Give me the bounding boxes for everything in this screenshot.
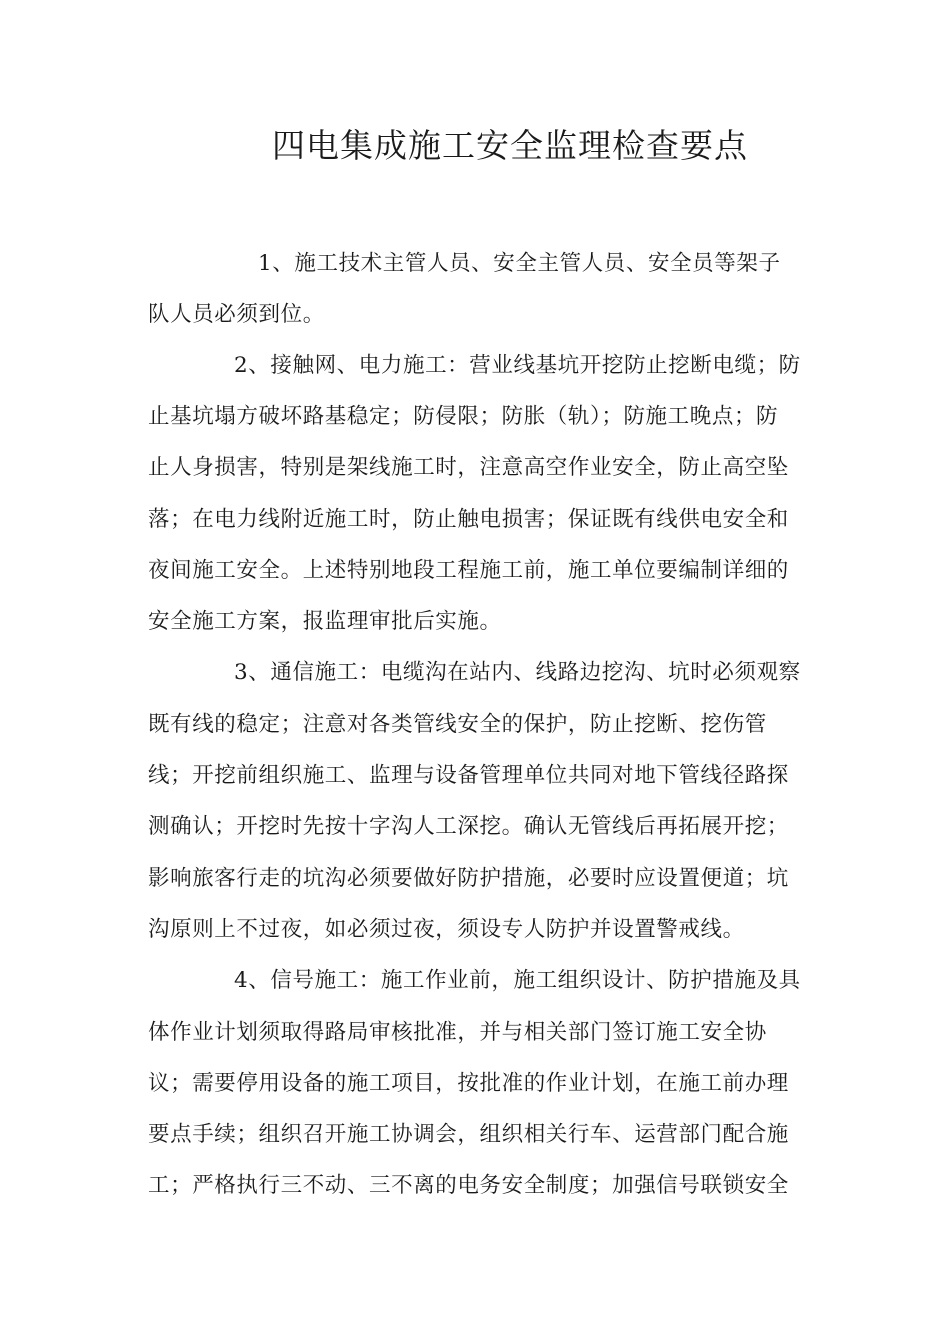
paragraph-3-line-3: 线；开挖前组织施工、监理与设备管理单位共同对地下管线径路探 — [148, 763, 789, 788]
paragraph-2-line-6: 安全施工方案，报监理审批后实施。 — [148, 609, 502, 634]
paragraph-3-line-4: 测确认；开挖时先按十字沟人工深挖。确认无管线后再拓展开挖； — [148, 814, 789, 839]
paragraph-3-line-6: 沟原则上不过夜，如必须过夜，须设专人防护并设置警戒线。 — [148, 917, 745, 942]
paragraph-4-line-5: 工；严格执行三不动、三不离的电务安全制度；加强信号联锁安全 — [148, 1173, 789, 1198]
paragraph-2-line-4: 落；在电力线附近施工时，防止触电损害；保证既有线供电安全和 — [148, 507, 789, 532]
paragraph-3-line-5: 影响旅客行走的坑沟必须要做好防护措施，必要时应设置便道；坑 — [148, 866, 789, 891]
paragraph-4-line-1: 4、信号施工：施工作业前，施工组织设计、防护措施及具 — [234, 968, 801, 993]
paragraph-2-line-5: 夜间施工安全。上述特别地段工程施工前，施工单位要编制详细的 — [148, 558, 789, 583]
paragraph-3-line-1: 3、通信施工：电缆沟在站内、线路边挖沟、坑时必须观察 — [234, 660, 801, 685]
paragraph-4-line-4: 要点手续；组织召开施工协调会，组织相关行车、运营部门配合施 — [148, 1122, 789, 1147]
paragraph-2-line-3: 止人身损害，特别是架线施工时，注意高空作业安全，防止高空坠 — [148, 455, 789, 480]
paragraph-4-line-3: 议；需要停用设备的施工项目，按批准的作业计划，在施工前办理 — [148, 1071, 789, 1096]
document-title: 四电集成施工安全监理检查要点 — [272, 126, 748, 165]
paragraph-2-line-2: 止基坑塌方破坏路基稳定；防侵限；防胀（轨）；防施工晚点；防 — [148, 404, 779, 429]
paragraph-1-line-2: 队人员必须到位。 — [148, 302, 325, 327]
paragraph-3-line-2: 既有线的稳定；注意对各类管线安全的保护，防止挖断、挖伤管 — [148, 712, 767, 737]
paragraph-1-line-1: 1、施工技术主管人员、安全主管人员、安全员等架子 — [258, 251, 781, 276]
paragraph-2-line-1: 2、接触网、电力施工：营业线基坑开挖防止挖断电缆；防 — [234, 353, 801, 378]
paragraph-4-line-2: 体作业计划须取得路局审核批准，并与相关部门签订施工安全协 — [148, 1020, 767, 1045]
